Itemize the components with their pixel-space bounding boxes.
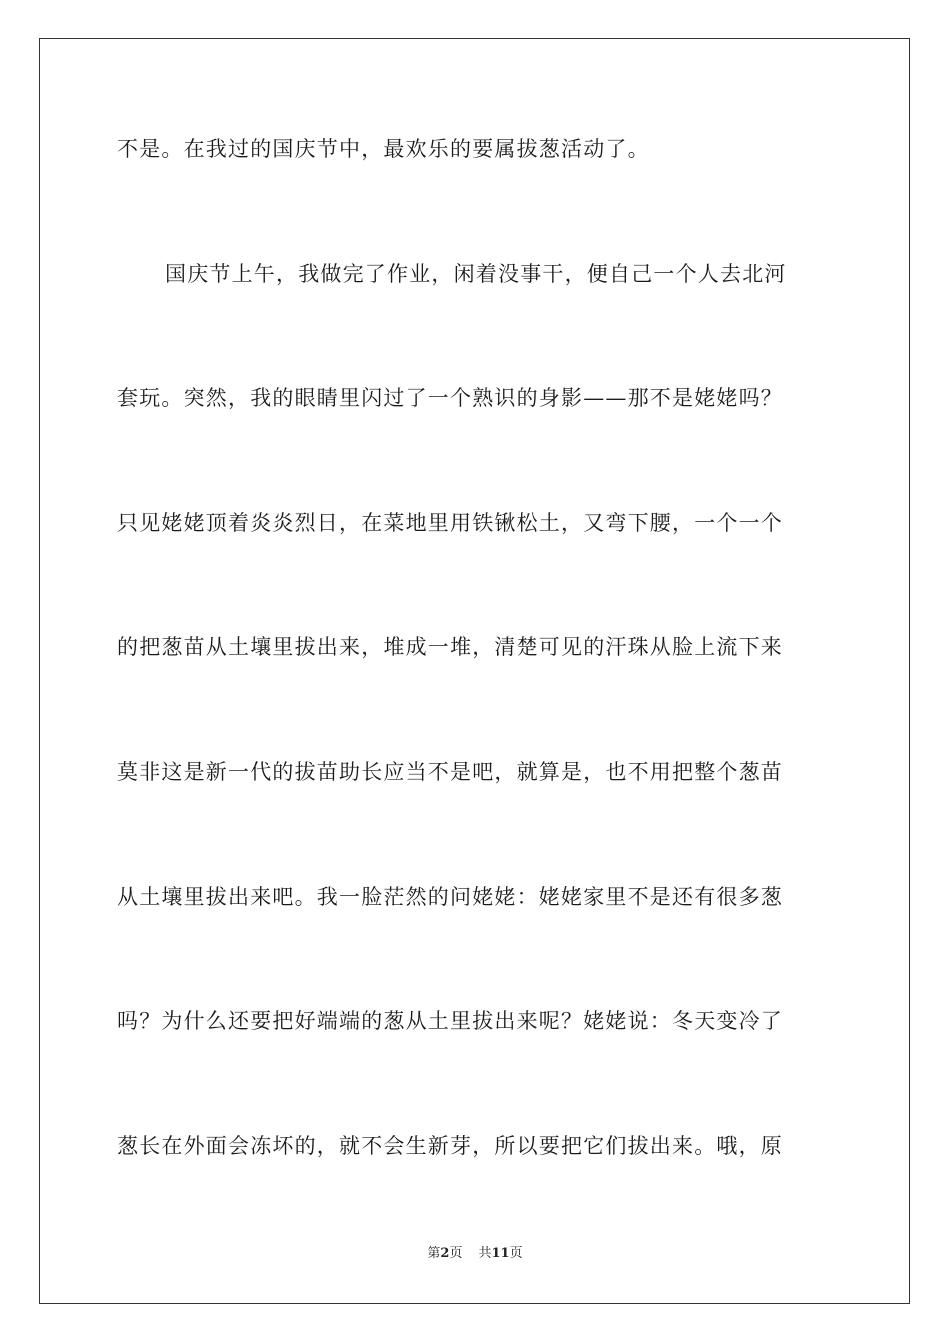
total-pages: 11 [491, 1246, 510, 1261]
page-footer [0, 1246, 950, 1262]
paragraph-line: 不是。在我过的国庆节中，最欢乐的要属拔葱活动了。 [117, 137, 650, 161]
paragraph-line: 套玩。突然，我的眼睛里闪过了一个熟识的身影——那不是姥姥吗？ [117, 386, 783, 410]
paragraph-line: 吗？为什么还要把好端端的葱从土里拔出来呢？姥姥说：冬天变冷了 [117, 1009, 783, 1033]
page-suffix: 页 [449, 1246, 463, 1261]
paragraph-line: 国庆节上午，我做完了作业，闲着没事干，便自己一个人去北河 [165, 262, 787, 286]
paragraph-line: 只见姥姥顶着炎炎烈日，在菜地里用铁锹松土，又弯下腰，一个一个 [117, 511, 783, 535]
paragraph-line: 莫非这是新一代的拔苗助长应当不是吧，就算是，也不用把整个葱苗 [117, 760, 783, 784]
page-prefix: 第 [427, 1246, 441, 1261]
total-suffix: 页 [509, 1246, 523, 1261]
paragraph-line: 从土壤里拔出来吧。我一脸茫然的问姥姥：姥姥家里不是还有很多葱 [117, 885, 783, 909]
paragraph-line: 的把葱苗从土壤里拔出来，堆成一堆，清楚可见的汗珠从脸上流下来 [117, 635, 783, 659]
paragraph-line: 葱长在外面会冻坏的，就不会生新芽，所以要把它们拔出来。哦，原 [117, 1134, 783, 1158]
page-number: 2 [440, 1246, 450, 1261]
page-border [39, 38, 910, 1304]
total-prefix: 共 [478, 1246, 492, 1261]
